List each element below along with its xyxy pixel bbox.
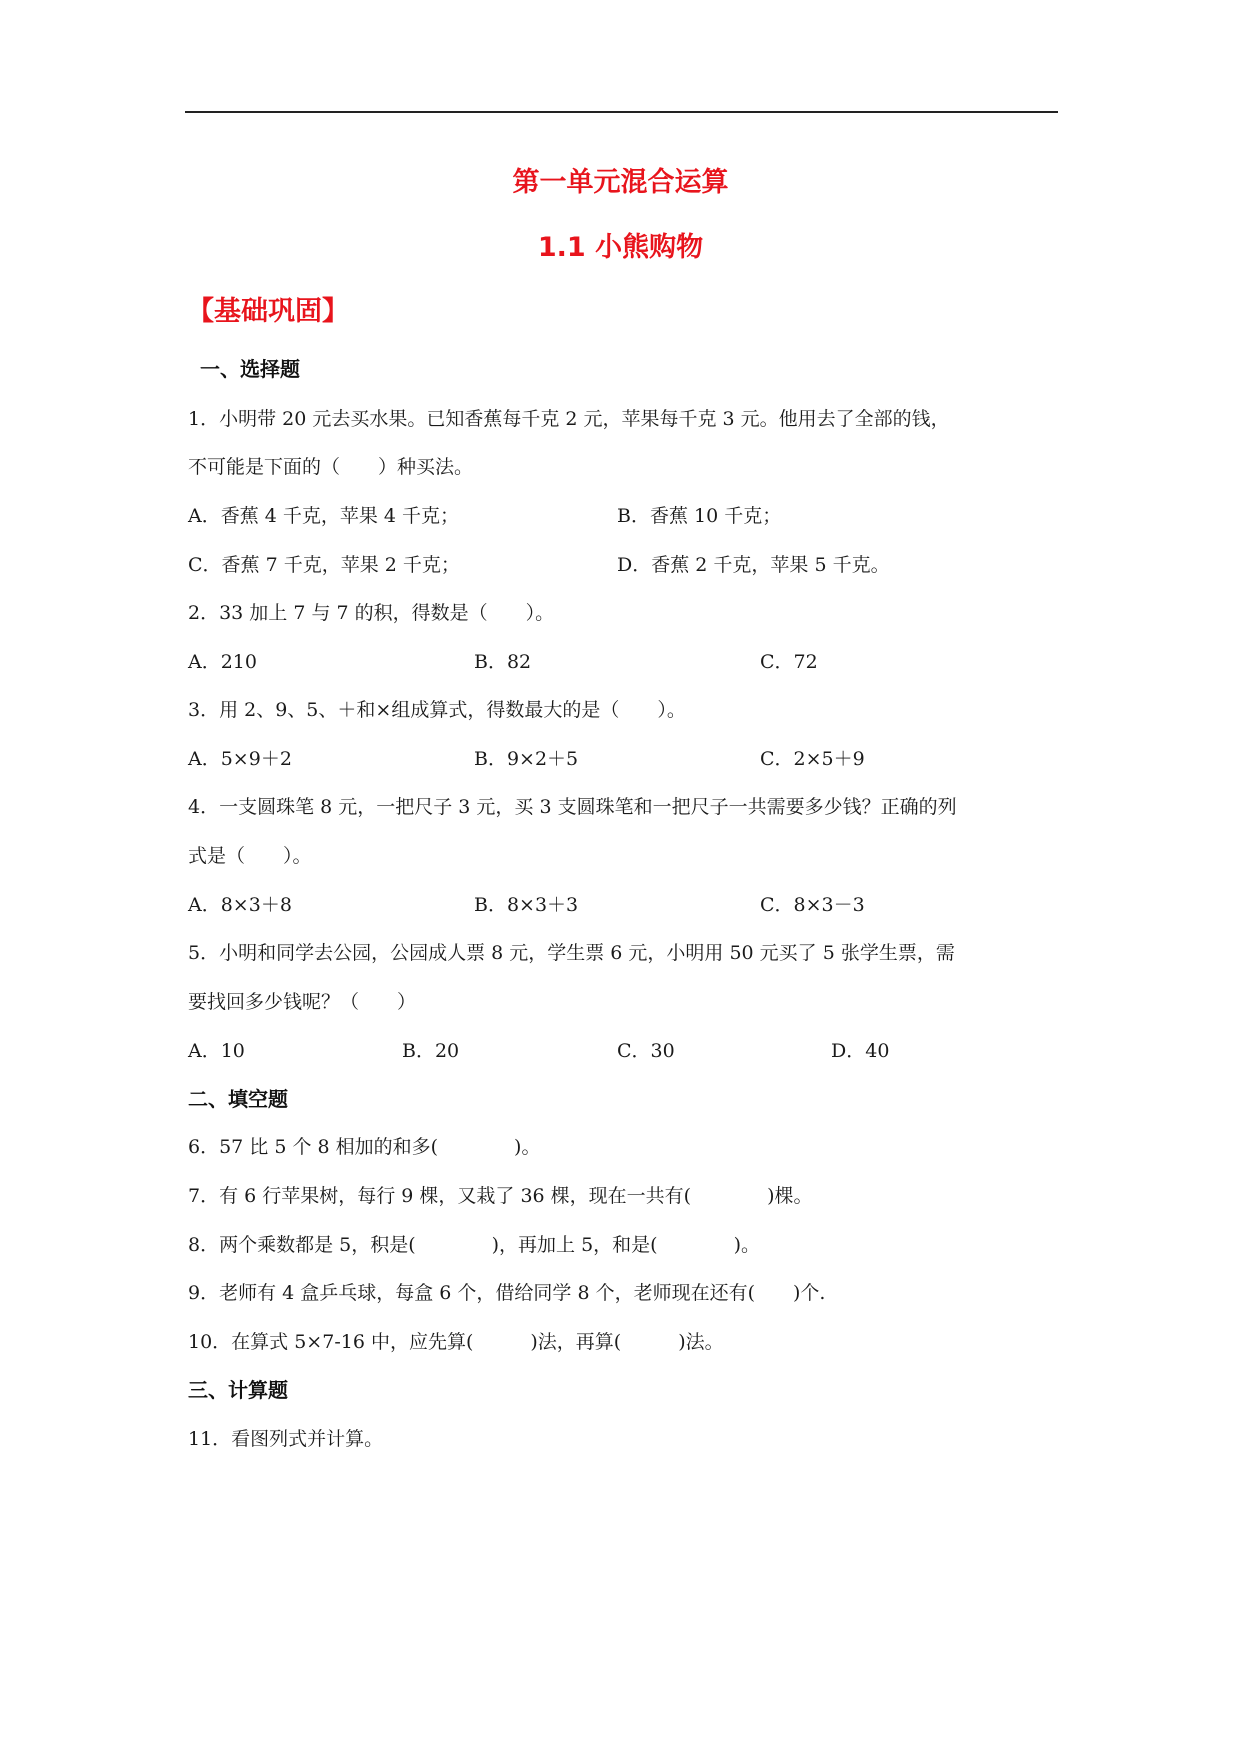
unit-title: 第一单元混合运算 [512, 167, 729, 198]
heading-choice: 一、选择题 [200, 357, 300, 381]
question-9: 9．老师有 4 盒乒乓球，每盒 6 个，借给同学 8 个，老师现在还有( )个. [188, 1282, 826, 1304]
question-2-option-a: A．210 [188, 651, 257, 673]
question-1-line-1: 1．小明带 20 元去买水果。已知香蕉每千克 2 元，苹果每千克 3 元。他用去了全部的钱， [188, 408, 950, 430]
question-4-option-c: C．8×3－3 [760, 894, 865, 916]
question-1-option-d: D．香蕉 2 千克，苹果 5 千克。 [617, 554, 890, 576]
question-3-option-b: B．9×2＋5 [474, 748, 579, 770]
question-11: 11．看图列式并计算。 [188, 1428, 384, 1450]
question-5-line-2: 要找回多少钱呢？（ ） [188, 991, 417, 1013]
heading-calc: 三、计算题 [188, 1378, 288, 1402]
question-1-option-c: C．香蕉 7 千克，苹果 2 千克； [188, 554, 460, 576]
question-6: 6．57 比 5 个 8 相加的和多( )。 [188, 1136, 541, 1158]
question-2-option-b: B．82 [474, 651, 532, 673]
question-1-line-2: 不可能是下面的（ ）种买法。 [188, 456, 474, 478]
question-5-option-c: C．30 [617, 1040, 675, 1062]
question-5-option-b: B．20 [402, 1040, 460, 1062]
header-rule [185, 111, 1058, 113]
question-5-option-a: A．10 [188, 1040, 245, 1062]
question-7: 7．有 6 行苹果树，每行 9 棵，又栽了 36 棵，现在一共有( )棵。 [188, 1185, 813, 1207]
question-2-option-c: C．72 [760, 651, 818, 673]
question-1-option-b: B．香蕉 10 千克； [617, 505, 782, 527]
question-4-option-b: B．8×3＋3 [474, 894, 579, 916]
question-2-line-1: 2．33 加上 7 与 7 的积，得数是（ ）。 [188, 602, 555, 624]
question-1-option-a: A．香蕉 4 千克，苹果 4 千克； [188, 505, 460, 527]
question-4-option-a: A．8×3＋8 [188, 894, 292, 916]
question-3-option-a: A．5×9＋2 [188, 748, 292, 770]
question-4-line-2: 式是（ ）。 [188, 845, 312, 867]
section-label: 【基础巩固】 [187, 296, 349, 327]
question-3-option-c: C．2×5＋9 [760, 748, 865, 770]
question-8: 8．两个乘数都是 5，积是( )，再加上 5，和是( )。 [188, 1234, 760, 1256]
heading-fill: 二、填空题 [188, 1087, 288, 1111]
question-4-line-1: 4．一支圆珠笔 8 元，一把尺子 3 元，买 3 支圆珠笔和一把尺子一共需要多少钱？正确的列 [188, 796, 957, 818]
question-3-line-1: 3．用 2、9、5、＋和×组成算式，得数最大的是（ ）。 [188, 699, 686, 721]
question-10: 10．在算式 5×7-16 中，应先算( )法，再算( )法。 [188, 1331, 724, 1353]
lesson-title: 1.1 小熊购物 [537, 232, 704, 263]
question-5-line-1: 5．小明和同学去公园，公园成人票 8 元，学生票 6 元，小明用 50 元买了 5 张学生票，需 [188, 942, 955, 964]
question-5-option-d: D．40 [831, 1040, 890, 1062]
